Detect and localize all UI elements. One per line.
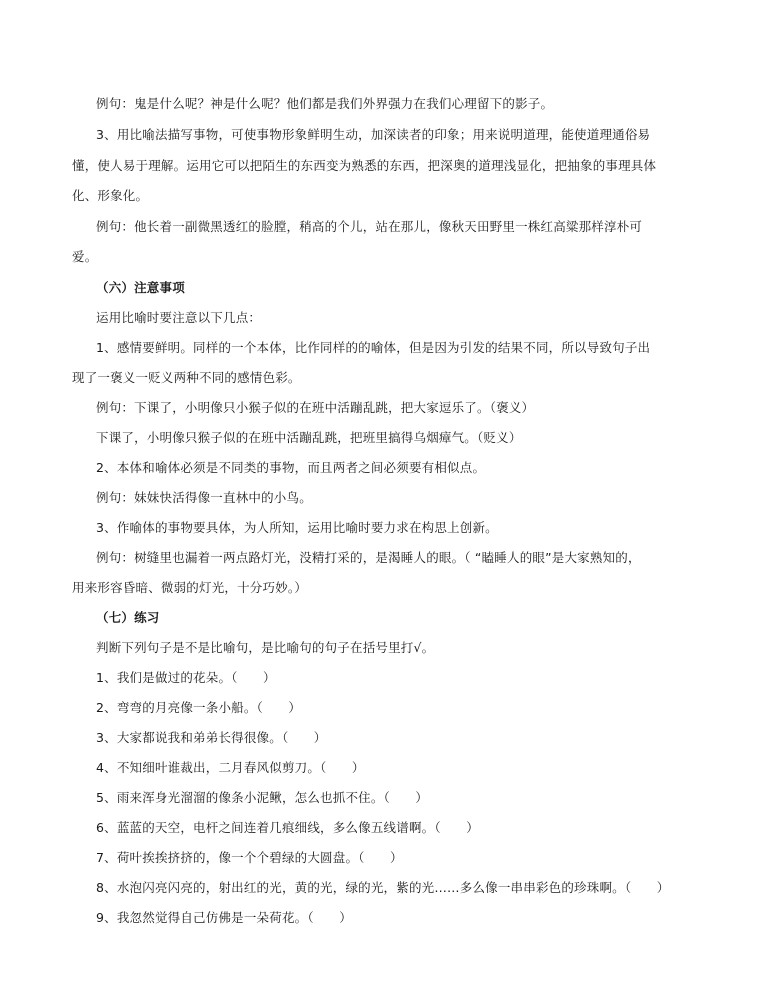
example-derogatory: 下课了，小明像只猴子似的在班中活蹦乱跳，把班里搞得乌烟瘴气。（贬义） (96, 430, 522, 445)
point-3-line-3: 化、形象化。 (72, 188, 149, 203)
note-3: 3、作喻体的事物要具体，为人所知，运用比喻时要力求在构思上创新。 (96, 520, 498, 535)
exercise-item-4: 4、不知细叶谁裁出，二月春风似剪刀。（ ） (96, 760, 365, 775)
exercise-item-2: 2、弯弯的月亮像一条小船。（ ） (96, 700, 302, 715)
exercise-item-3: 3、大家都说我和弟弟长得很像。（ ） (96, 730, 327, 745)
example-bird: 例句：妹妹快活得像一直林中的小鸟。 (96, 490, 312, 505)
section-heading-exercise: （七）练习 (96, 610, 160, 625)
exercise-item-1: 1、我们是做过的花朵。（ ） (96, 670, 276, 685)
point-3-line-1: 3、用比喻法描写事物，可使事物形象鲜明生动，加深读者的印象；用来说明道理，能使道理通俗易 (96, 127, 651, 142)
example-ghost-god: 例句：鬼是什么呢？神是什么呢？他们都是我们外界强力在我们心理留下的影子。 (96, 96, 554, 111)
section-heading-notes: （六）注意事项 (96, 280, 185, 295)
exercise-instruction: 判断下列句子是不是比喻句，是比喻句的句子在括号里打√。 (96, 640, 435, 655)
example-sorghum-line-2: 爱。 (72, 249, 98, 264)
example-commendatory: 例句：下课了，小明像只小猴子似的在班中活蹦乱跳，把大家逗乐了。（褒义） (96, 400, 535, 415)
point-3-line-2: 懂，使人易于理解。运用它可以把陌生的东西变为熟悉的东西，把深奥的道理浅显化，把抽象的事理具体 (72, 158, 657, 173)
note-2: 2、本体和喻体必须是不同类的事物，而且两者之间必须要有相似点。 (96, 460, 486, 475)
example-streetlight-line-2: 用来形容昏暗、微弱的灯光，十分巧妙。） (72, 580, 308, 595)
note-1-line-1: 1、感情要鲜明。同样的一个本体，比作同样的的喻体，但是因为引发的结果不同，所以导致句子出 (96, 340, 651, 355)
example-sorghum-line-1: 例句：他长着一副微黑透红的脸膛，稍高的个儿，站在那儿，像秋天田野里一株红高粱那样淳朴可 (96, 219, 643, 234)
exercise-item-7: 7、荷叶挨挨挤挤的，像一个个碧绿的大圆盘。（ ） (96, 850, 403, 865)
notes-intro: 运用比喻时要注意以下几点： (96, 310, 262, 325)
exercise-item-8: 8、水泡闪亮闪亮的，射出红的光，黄的光，绿的光，紫的光……多么像一串串彩色的珍珠啊。（ ） (96, 880, 670, 895)
note-1-line-2: 现了一褒义一贬义两种不同的感情色彩。 (72, 370, 301, 385)
exercise-item-9: 9、我忽然觉得自己仿佛是一朵荷花。（ ） (96, 910, 352, 925)
exercise-item-5: 5、雨来浑身光溜溜的像条小泥鳅，怎么也抓不住。（ ） (96, 790, 429, 805)
example-streetlight-line-1: 例句：树缝里也漏着一两点路灯光，没精打采的，是渴睡人的眼。（ “瞌睡人的眼”是大家熟知的， (96, 550, 641, 565)
exercise-item-6: 6、蓝蓝的天空，电杆之间连着几痕细线，多么像五线谱啊。（ ） (96, 820, 479, 835)
